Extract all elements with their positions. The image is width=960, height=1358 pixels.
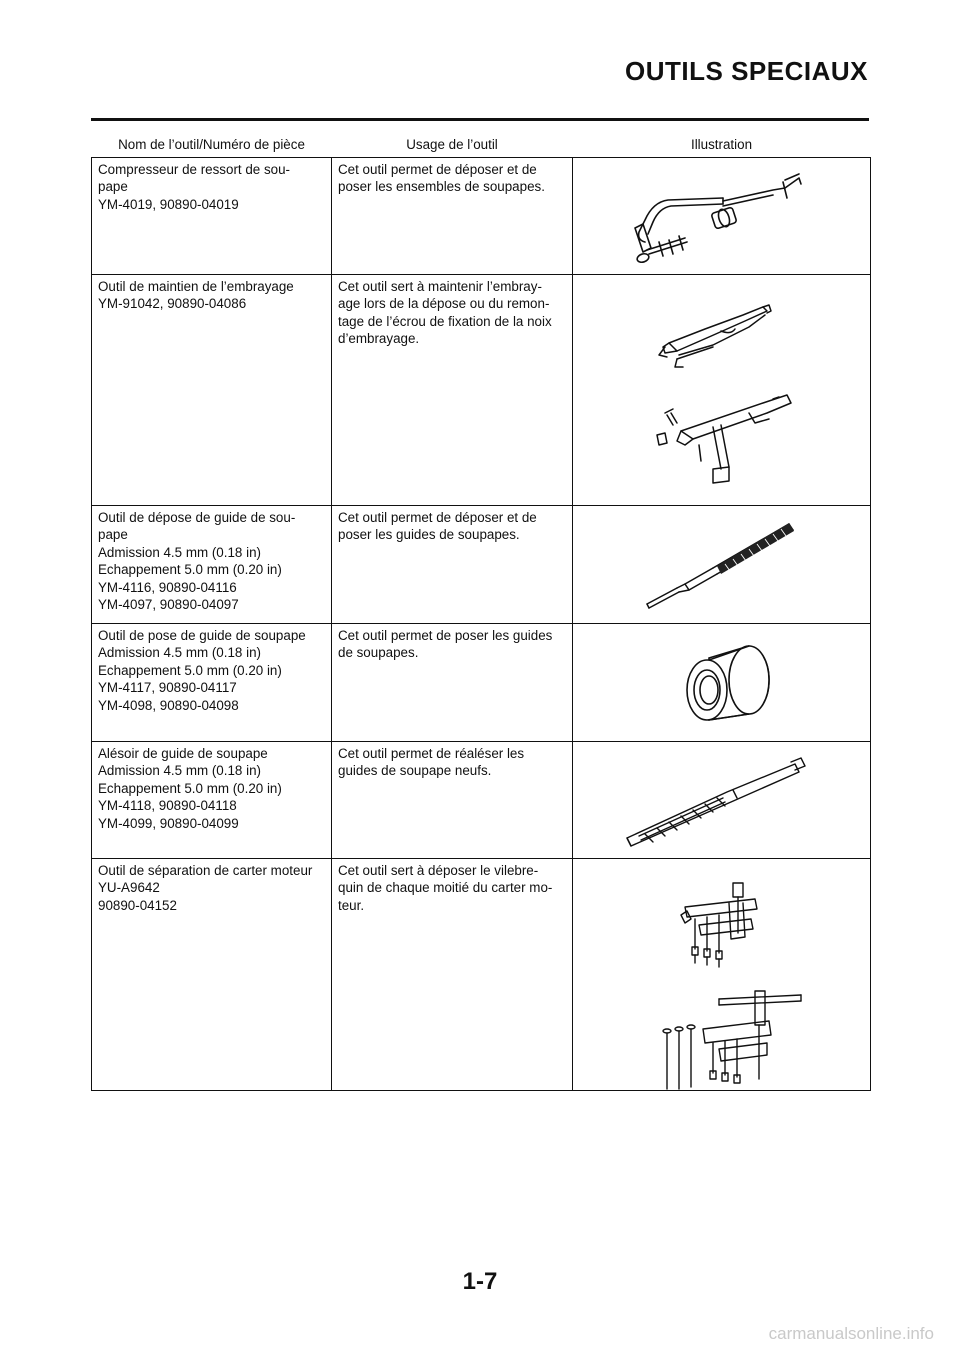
- tool-part-number: YU-A9642: [98, 880, 160, 896]
- tool-part-number: YM-4118, 90890-04118: [98, 798, 237, 814]
- tool-name-cell: [92, 624, 332, 742]
- tool-usage-cell: [332, 275, 573, 506]
- column-header-illustration: Illustration: [573, 133, 871, 158]
- tool-usage-line: Cet outil sert à déposer le vilebre-: [338, 863, 539, 878]
- tool-part-number: YM-4116, 90890-04116: [98, 579, 237, 595]
- valve-spring-compressor-icon: [573, 158, 871, 275]
- table-row: [92, 275, 871, 506]
- tool-name-cell: [92, 275, 332, 506]
- tool-name-line: Outil de séparation de carter moteur: [98, 863, 313, 878]
- table-header-row: [92, 133, 871, 158]
- tool-part-number: YM-91042, 90890-04086: [98, 296, 247, 312]
- tool-part-number: YM-4019, 90890-04019: [98, 196, 239, 212]
- tool-illustration-cell: [573, 506, 871, 624]
- tool-part-number: YM-4097, 90890-04097: [98, 597, 239, 613]
- column-header-name: Nom de l’outil/Numéro de pièce: [92, 133, 332, 158]
- valve-guide-reamer-icon: [573, 742, 871, 859]
- table-row: [92, 859, 871, 1091]
- tool-usage-line: Cet outil permet de déposer et de: [338, 162, 537, 177]
- tool-illustration-cell: [573, 158, 871, 275]
- tool-usage-cell: [332, 506, 573, 624]
- table-row: [92, 158, 871, 275]
- tool-usage-line: quin de chaque moitié du carter mo-: [338, 880, 553, 896]
- tool-usage-line: teur.: [338, 897, 365, 913]
- tool-usage-line: Cet outil permet de déposer et de: [338, 510, 537, 525]
- tool-spec-line: Admission 4.5 mm (0.18 in): [98, 645, 261, 661]
- tool-usage-line: age lors de la dépose ou du remon-: [338, 296, 550, 312]
- tool-name-cell: [92, 158, 332, 275]
- tool-part-number: YM-4098, 90890-04098: [98, 697, 239, 713]
- tool-usage-line: tage de l’écrou de fixation de la noix: [338, 313, 552, 329]
- tool-spec-line: Echappement 5.0 mm (0.20 in): [98, 780, 282, 796]
- table-row: [92, 624, 871, 742]
- crankcase-separating-tool-icon: [573, 859, 871, 1091]
- tool-usage-line: guides de soupape neufs.: [338, 763, 492, 779]
- clutch-holding-tool-icon: [573, 275, 871, 506]
- page-title: OUTILS SPECIAUX: [625, 56, 868, 86]
- tool-spec-line: Admission 4.5 mm (0.18 in): [98, 763, 261, 779]
- tool-name-line: Outil de maintien de l’embrayage: [98, 279, 294, 294]
- page-number: 1-7: [462, 1268, 498, 1295]
- tool-usage-line: d’embrayage.: [338, 331, 420, 347]
- tool-usage-line: de soupapes.: [338, 645, 419, 661]
- tool-part-number: YM-4099, 90890-04099: [98, 815, 239, 831]
- tool-usage-cell: [332, 624, 573, 742]
- title-rule: [91, 118, 869, 121]
- tool-name-line: pape: [98, 527, 128, 543]
- tool-part-number: 90890-04152: [98, 897, 177, 913]
- tool-usage-line: Cet outil sert à maintenir l’embray-: [338, 279, 542, 294]
- special-tools-table: [91, 133, 871, 1091]
- tool-illustration-cell: [573, 624, 871, 742]
- tool-name-line: Outil de dépose de guide de sou-: [98, 510, 296, 525]
- tool-usage-line: Cet outil permet de poser les guides: [338, 628, 553, 643]
- tool-illustration-cell: [573, 742, 871, 859]
- valve-guide-remover-icon: [573, 506, 871, 624]
- tool-usage-line: Cet outil permet de réaléser les: [338, 746, 525, 761]
- watermark[interactable]: carmanualsonline.info: [768, 1324, 934, 1343]
- tool-name-line: Alésoir de guide de soupape: [98, 746, 268, 761]
- tool-name-line: Outil de pose de guide de soupape: [98, 628, 306, 643]
- valve-guide-installer-icon: [573, 624, 871, 742]
- tool-name-cell: [92, 742, 332, 859]
- table-row: [92, 742, 871, 859]
- tool-usage-cell: [332, 859, 573, 1091]
- tool-spec-line: Echappement 5.0 mm (0.20 in): [98, 662, 282, 678]
- tool-name-cell: [92, 859, 332, 1091]
- tool-name-cell: [92, 506, 332, 624]
- tool-usage-line: poser les ensembles de soupapes.: [338, 179, 545, 195]
- tool-illustration-cell: [573, 275, 871, 506]
- tool-spec-line: Admission 4.5 mm (0.18 in): [98, 544, 261, 560]
- tool-usage-line: poser les guides de soupapes.: [338, 527, 520, 543]
- column-header-usage: Usage de l’outil: [332, 133, 573, 158]
- tool-part-number: YM-4117, 90890-04117: [98, 680, 237, 696]
- tool-usage-cell: [332, 158, 573, 275]
- tool-illustration-cell: [573, 859, 871, 1091]
- tool-name-line: Compresseur de ressort de sou-: [98, 162, 291, 177]
- tool-name-line: pape: [98, 179, 128, 195]
- tool-usage-cell: [332, 742, 573, 859]
- table-row: [92, 506, 871, 624]
- tool-spec-line: Echappement 5.0 mm (0.20 in): [98, 562, 282, 578]
